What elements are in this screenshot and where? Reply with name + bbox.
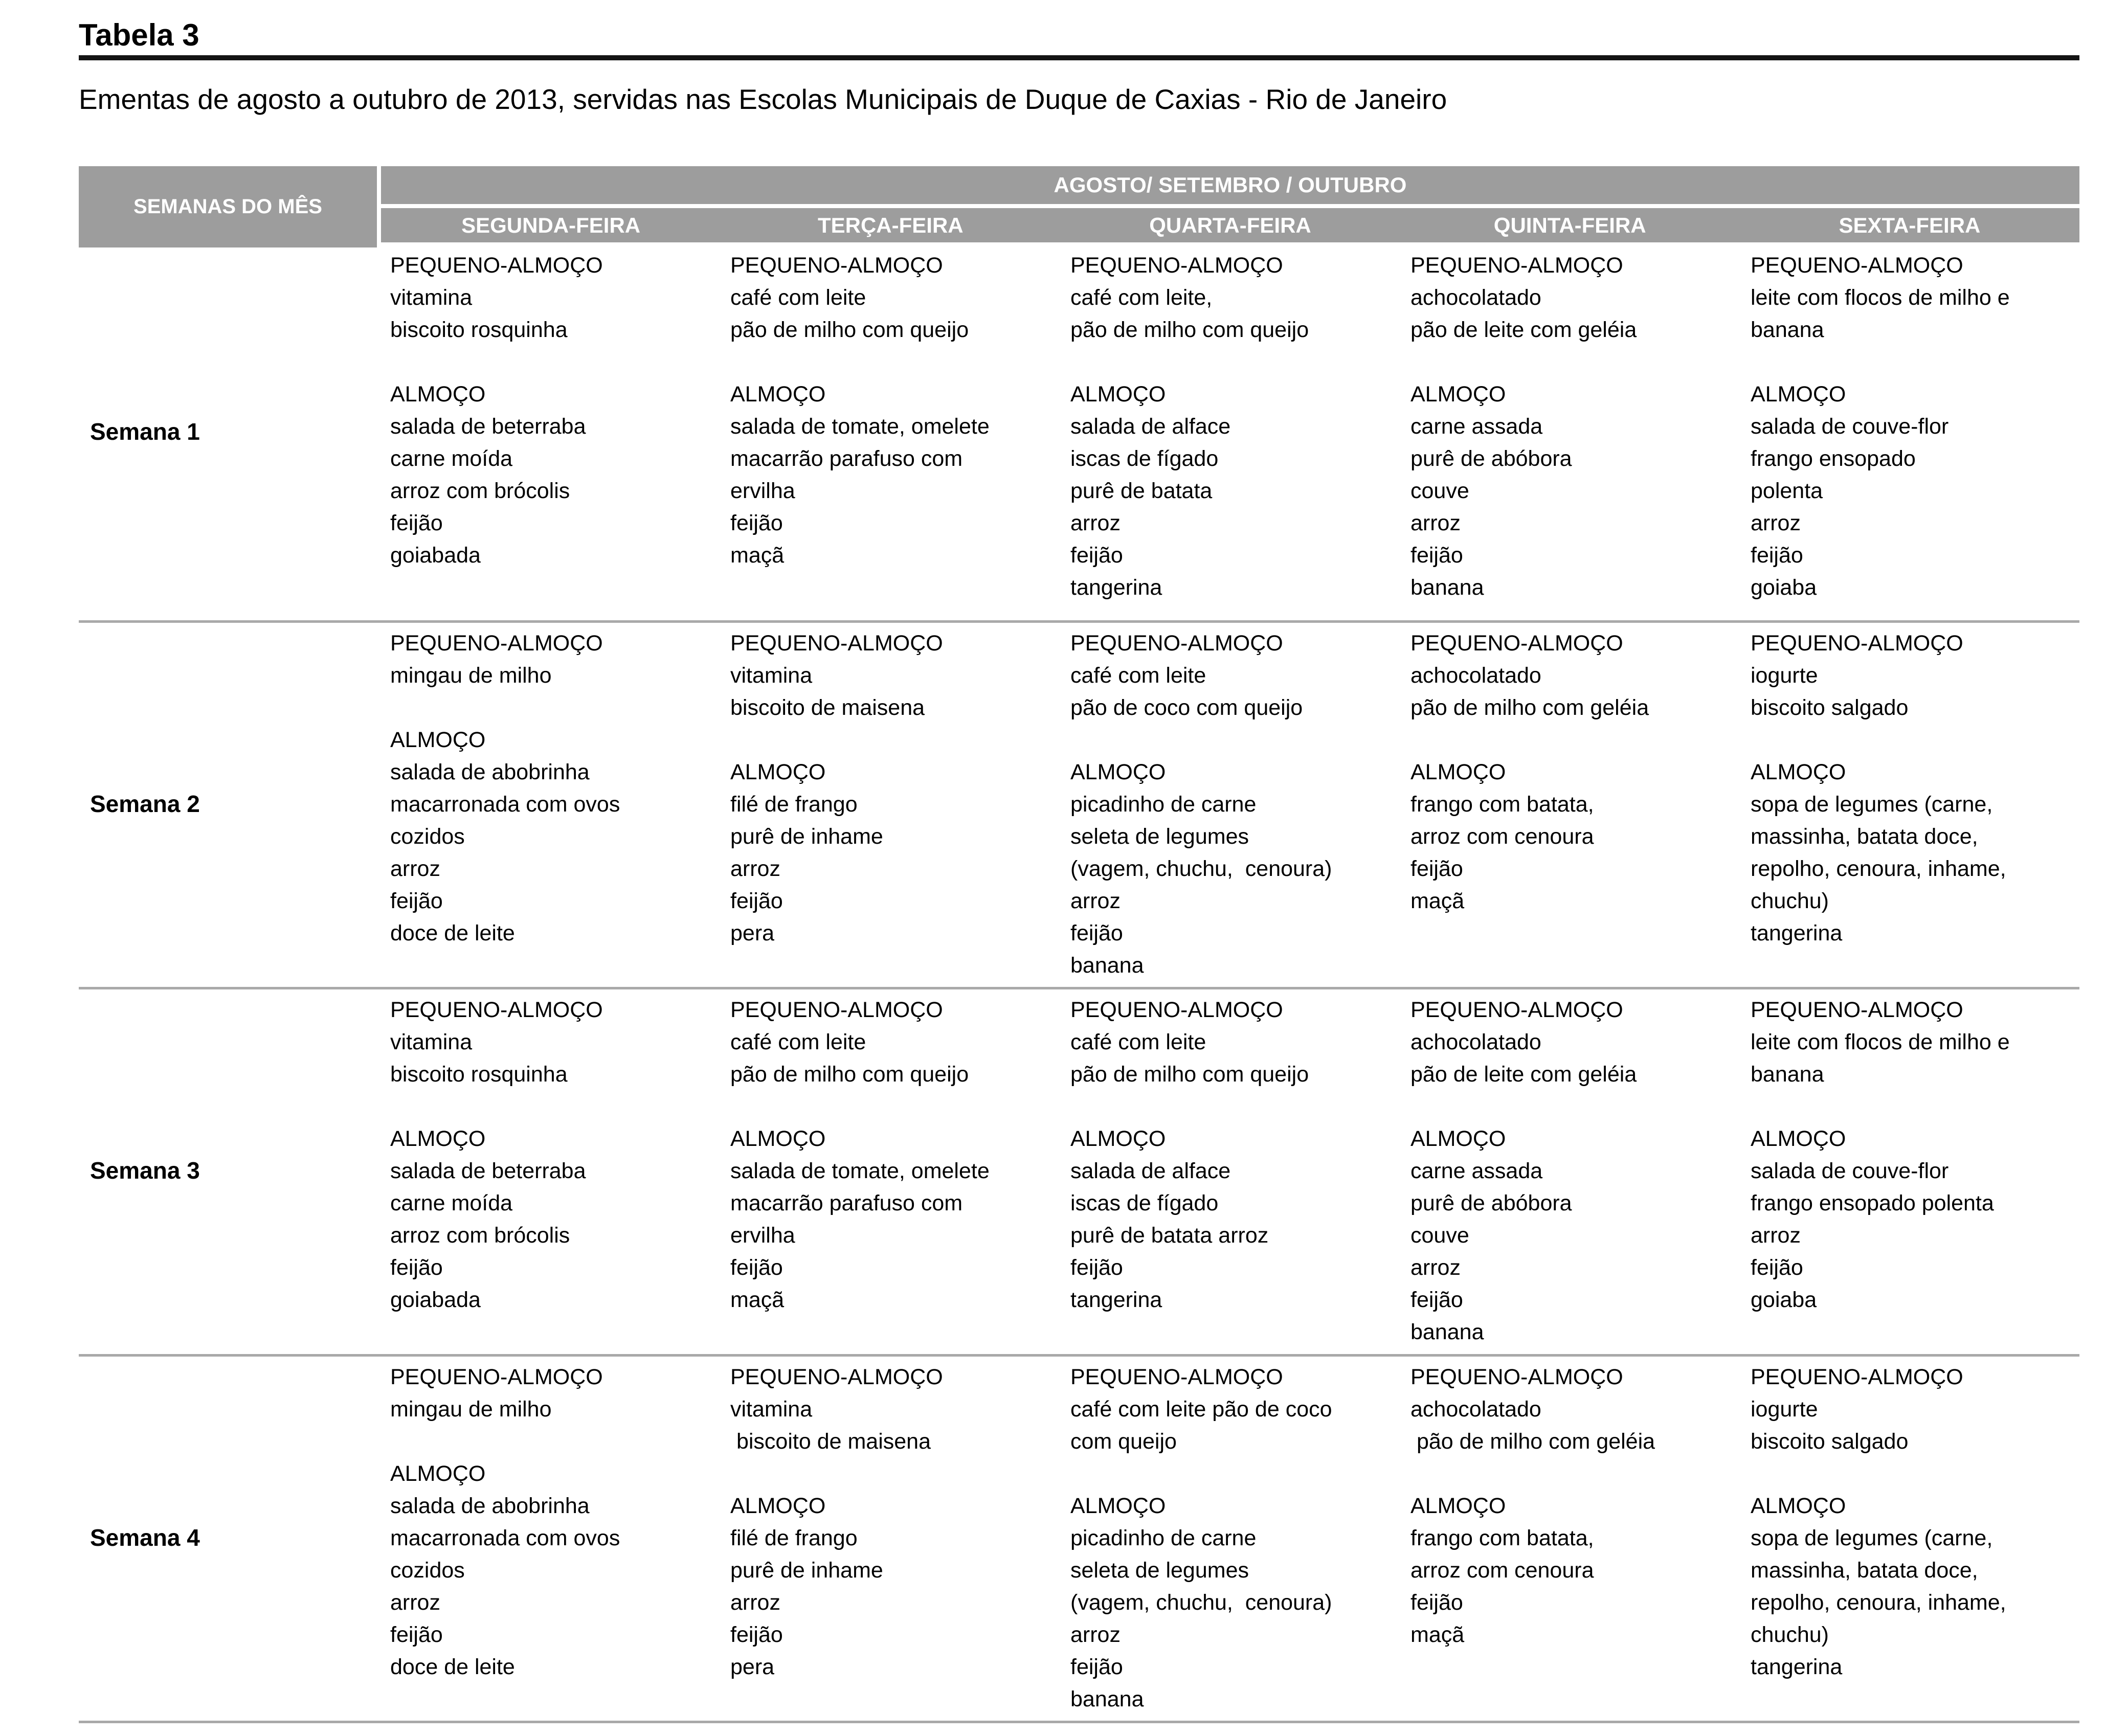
day-header: TERÇA-FEIRA <box>817 213 964 237</box>
week-label: Semana 3 <box>90 1157 200 1184</box>
month-group-header: AGOSTO/ SETEMBRO / OUTUBRO <box>381 166 2079 204</box>
menu-line: maçã <box>730 1288 785 1312</box>
menu-line: ervilha <box>730 479 795 503</box>
menu-line: arroz <box>730 1590 780 1615</box>
menu-line <box>390 346 714 378</box>
week-row <box>79 620 2079 987</box>
day-header: QUARTA-FEIRA <box>1149 213 1311 237</box>
menu-line: carne moída <box>390 1191 513 1215</box>
menu-line: arroz <box>1410 511 1461 535</box>
menu-line: salada de tomate, omelete <box>730 414 990 439</box>
menu-cell <box>1057 987 1397 1354</box>
menu-line: salada de alface <box>1070 1159 1231 1183</box>
menu-line: macarrão parafuso com <box>730 446 963 471</box>
menu-line: ALMOÇO <box>1070 1494 1166 1518</box>
menu-line: ervilha <box>730 1223 795 1248</box>
menu-line <box>1070 1458 1394 1490</box>
menu-line: ALMOÇO <box>1070 1126 1166 1151</box>
menu-line: café com leite <box>1070 1030 1206 1054</box>
menu-line: pão de milho com queijo <box>1070 1062 1309 1087</box>
menu-line: couve <box>1410 479 1469 503</box>
menu-line: feijão <box>1070 1655 1123 1679</box>
menu-line: arroz <box>730 856 780 881</box>
menu-line: ALMOÇO <box>390 382 486 407</box>
day-header-row <box>381 208 2079 242</box>
menu-line: frango com batata, <box>1410 1526 1594 1550</box>
menu-line: PEQUENO-ALMOÇO <box>1070 998 1283 1022</box>
menu-cell <box>717 242 1057 620</box>
menu-cell <box>1397 987 1737 1354</box>
menu-line: iscas de fígado <box>1070 446 1219 471</box>
menu-line: couve <box>1410 1223 1469 1248</box>
menu-line: ALMOÇO <box>730 760 826 784</box>
row-separator <box>79 1354 2079 1357</box>
menu-line: café com leite, <box>1070 285 1213 310</box>
menu-line <box>730 1458 1054 1490</box>
menu-line: arroz <box>1751 511 1801 535</box>
menu-cell <box>1397 620 1737 987</box>
menu-cell <box>377 987 717 1354</box>
menu-line: salada de beterraba <box>390 1159 586 1183</box>
menu-line: PEQUENO-ALMOÇO <box>1070 253 1283 278</box>
menu-cell <box>717 1354 1057 1721</box>
menu-line: maçã <box>730 543 785 568</box>
menu-line: mingau de milho <box>390 1397 552 1422</box>
menu-line: pão de milho com geléia <box>1410 695 1649 720</box>
menu-line: feijão <box>390 1622 443 1647</box>
menu-cell <box>1057 1354 1397 1721</box>
menu-line <box>730 724 1054 756</box>
menu-line <box>1751 1091 2074 1123</box>
menu-cell <box>1057 242 1397 620</box>
menu-cell <box>1737 242 2077 620</box>
menu-line: banana <box>1751 318 1824 342</box>
menu-cell <box>717 987 1057 1354</box>
menu-line: pão de milho com queijo <box>730 1062 969 1087</box>
menu-line: purê de batata <box>1070 479 1213 503</box>
menu-line: ALMOÇO <box>390 1461 486 1486</box>
menu-line: ALMOÇO <box>390 728 486 752</box>
menu-line: (vagem, chuchu, cenoura) <box>1070 856 1332 881</box>
menu-line: salada de alface <box>1070 414 1231 439</box>
menu-cell <box>377 620 717 987</box>
menu-line: tangerina <box>1070 575 1162 600</box>
menu-line: filé de frango <box>730 1526 858 1550</box>
menu-line: vitamina <box>730 1397 813 1422</box>
menu-line: sopa de legumes (carne, <box>1751 1526 1993 1550</box>
menu-line <box>730 346 1054 378</box>
menu-line: banana <box>1410 1320 1484 1344</box>
menu-line: achocolatado <box>1410 1397 1541 1422</box>
menu-line: ALMOÇO <box>1751 760 1846 784</box>
menu-line: PEQUENO-ALMOÇO <box>1751 253 1963 278</box>
row-separator <box>79 620 2079 623</box>
menu-line: seleta de legumes <box>1070 1558 1249 1583</box>
menu-line: PEQUENO-ALMOÇO <box>730 631 943 656</box>
menu-line: vitamina <box>730 663 813 688</box>
week-label: Semana 2 <box>90 790 200 817</box>
menu-line: achocolatado <box>1410 663 1541 688</box>
menu-line: café com leite <box>730 1030 866 1054</box>
menu-cell <box>1397 1354 1737 1721</box>
menu-line: feijão <box>1070 1255 1123 1280</box>
menu-line: massinha, batata doce, <box>1751 1558 1978 1583</box>
menu-line: ALMOÇO <box>1751 1126 1846 1151</box>
menu-line: PEQUENO-ALMOÇO <box>1410 1365 1623 1389</box>
menu-line: pão de milho com geléia <box>1410 1429 1655 1454</box>
menu-line <box>390 1426 714 1458</box>
menu-line: arroz <box>1751 1223 1801 1248</box>
menu-line: PEQUENO-ALMOÇO <box>1070 631 1283 656</box>
menu-line: ALMOÇO <box>1410 1126 1506 1151</box>
menu-line: café com leite <box>730 285 866 310</box>
menu-line: arroz <box>1070 889 1121 913</box>
menu-line: pão de coco com queijo <box>1070 695 1303 720</box>
menu-line: achocolatado <box>1410 1030 1541 1054</box>
menu-line: carne assada <box>1410 1159 1543 1183</box>
menu-line: banana <box>1070 1687 1144 1711</box>
menu-line: feijão <box>390 511 443 535</box>
menu-line: pera <box>730 1655 775 1679</box>
menu-line <box>1070 1091 1394 1123</box>
menu-line: iogurte <box>1751 1397 1818 1422</box>
menu-line: PEQUENO-ALMOÇO <box>730 998 943 1022</box>
menu-line: ALMOÇO <box>1410 382 1506 407</box>
menu-line: salada de abobrinha <box>390 1494 590 1518</box>
menu-line: banana <box>1751 1062 1824 1087</box>
menu-line: maçã <box>1410 889 1465 913</box>
menu-line: tangerina <box>1070 1288 1162 1312</box>
menu-line: banana <box>1410 575 1484 600</box>
menu-line: arroz <box>1070 511 1121 535</box>
menu-line: ALMOÇO <box>1070 382 1166 407</box>
title-rule <box>79 55 2079 60</box>
menu-line: goiabada <box>390 543 481 568</box>
menu-cell <box>1737 1354 2077 1721</box>
day-header: SEXTA-FEIRA <box>1839 213 1981 237</box>
week-label: Semana 1 <box>90 418 200 445</box>
menu-line: tangerina <box>1751 1655 1843 1679</box>
menu-line: arroz <box>390 1590 440 1615</box>
menu-line: macarrão parafuso com <box>730 1191 963 1215</box>
menu-line <box>1070 346 1394 378</box>
menu-line <box>1410 1091 1734 1123</box>
menu-line: pão de milho com queijo <box>730 318 969 342</box>
menu-line: biscoito salgado <box>1751 695 1909 720</box>
menu-line: doce de leite <box>390 1655 515 1679</box>
menu-line: goiaba <box>1751 1288 1817 1312</box>
day-header: SEGUNDA-FEIRA <box>461 213 641 237</box>
menu-line: biscoito rosquinha <box>390 318 568 342</box>
menu-line: feijão <box>1410 856 1463 881</box>
menu-line: pera <box>730 921 775 945</box>
menu-line: ALMOÇO <box>1410 1494 1506 1518</box>
menu-line: PEQUENO-ALMOÇO <box>1410 631 1623 656</box>
menu-line: arroz com brócolis <box>390 479 570 503</box>
menu-line: PEQUENO-ALMOÇO <box>1070 1365 1283 1389</box>
menu-line: carne assada <box>1410 414 1543 439</box>
menu-line: PEQUENO-ALMOÇO <box>390 1365 603 1389</box>
menu-line: PEQUENO-ALMOÇO <box>730 1365 943 1389</box>
menu-line: pão de leite com geléia <box>1410 318 1637 342</box>
menu-line: mingau de milho <box>390 663 552 688</box>
menu-cell <box>717 620 1057 987</box>
menu-line: feijão <box>730 1622 783 1647</box>
menu-line: feijão <box>730 889 783 913</box>
menu-line: café com leite pão de coco <box>1070 1397 1332 1422</box>
menu-line: PEQUENO-ALMOÇO <box>1751 631 1963 656</box>
menu-line: salada de couve-flor <box>1751 414 1949 439</box>
menu-line: PEQUENO-ALMOÇO <box>1751 998 1963 1022</box>
menu-line: PEQUENO-ALMOÇO <box>1751 1365 1963 1389</box>
menu-line: tangerina <box>1751 921 1843 945</box>
menu-line: banana <box>1070 953 1144 978</box>
menu-line: PEQUENO-ALMOÇO <box>390 631 603 656</box>
menu-line: repolho, cenoura, inhame, <box>1751 1590 2006 1615</box>
menu-line: massinha, batata doce, <box>1751 824 1978 849</box>
menu-line: biscoito de maisena <box>730 1429 931 1454</box>
menu-line: cozidos <box>390 1558 465 1583</box>
menu-line: PEQUENO-ALMOÇO <box>1410 998 1623 1022</box>
day-header: QUINTA-FEIRA <box>1493 213 1646 237</box>
menu-line <box>390 1091 714 1123</box>
menu-line: feijão <box>1070 921 1123 945</box>
menu-line <box>1410 724 1734 756</box>
menu-cell <box>1737 987 2077 1354</box>
menu-line: goiaba <box>1751 575 1817 600</box>
menu-line: maçã <box>1410 1622 1465 1647</box>
menu-line: ALMOÇO <box>1070 760 1166 784</box>
menu-line: salada de abobrinha <box>390 760 590 784</box>
menu-line: cozidos <box>390 824 465 849</box>
menu-line: polenta <box>1751 479 1823 503</box>
menu-line: feijão <box>390 889 443 913</box>
menu-line: iscas de fígado <box>1070 1191 1219 1215</box>
menu-line: PEQUENO-ALMOÇO <box>390 253 603 278</box>
menu-line: picadinho de carne <box>1070 792 1257 817</box>
menu-line: chuchu) <box>1751 889 1829 913</box>
menu-line <box>1410 1458 1734 1490</box>
menu-line: iogurte <box>1751 663 1818 688</box>
table-subtitle: Ementas de agosto a outubro de 2013, servidas nas Escolas Municipais de Duque de Caxias - Rio de Janeiro <box>79 83 1447 115</box>
menu-line <box>730 1091 1054 1123</box>
menu-line: feijão <box>1410 1288 1463 1312</box>
menu-line: arroz com cenoura <box>1410 1558 1594 1583</box>
menu-line: carne moída <box>390 446 513 471</box>
menu-line: leite com flocos de milho e <box>1751 1030 2010 1054</box>
menu-line <box>1410 346 1734 378</box>
menu-line: biscoito de maisena <box>730 695 925 720</box>
week-row <box>79 242 2079 620</box>
menu-line: macarronada com ovos <box>390 792 620 817</box>
menu-line: purê de abóbora <box>1410 1191 1572 1215</box>
menu-line: feijão <box>1751 1255 1803 1280</box>
menu-line: (vagem, chuchu, cenoura) <box>1070 1590 1332 1615</box>
menu-line: frango ensopado <box>1751 446 1916 471</box>
menu-line: PEQUENO-ALMOÇO <box>1410 253 1623 278</box>
menu-line: frango ensopado polenta <box>1751 1191 1994 1215</box>
table-title: Tabela 3 <box>79 18 199 52</box>
week-row <box>79 1354 2079 1721</box>
menu-line: purê de batata arroz <box>1070 1223 1269 1248</box>
menu-line: purê de abóbora <box>1410 446 1572 471</box>
menu-line: ALMOÇO <box>730 1126 826 1151</box>
menu-line: feijão <box>1410 543 1463 568</box>
menu-line: ALMOÇO <box>1751 1494 1846 1518</box>
menu-line: pão de leite com geléia <box>1410 1062 1637 1087</box>
menu-line: PEQUENO-ALMOÇO <box>730 253 943 278</box>
menu-line: ALMOÇO <box>1410 760 1506 784</box>
menu-cell <box>377 242 717 620</box>
menu-cell <box>1737 620 2077 987</box>
menu-line: filé de frango <box>730 792 858 817</box>
menu-line: feijão <box>390 1255 443 1280</box>
menu-line: salada de tomate, omelete <box>730 1159 990 1183</box>
menu-line: feijão <box>730 1255 783 1280</box>
menu-line: chuchu) <box>1751 1622 1829 1647</box>
menu-line: biscoito rosquinha <box>390 1062 568 1087</box>
menu-line: salada de couve-flor <box>1751 1159 1949 1183</box>
menu-line <box>1751 724 2074 756</box>
menu-line: ALMOÇO <box>730 382 826 407</box>
menu-line: vitamina <box>390 285 473 310</box>
menu-line: feijão <box>1410 1590 1463 1615</box>
menu-line: arroz <box>1070 1622 1121 1647</box>
menu-cell <box>1397 242 1737 620</box>
menu-line: ALMOÇO <box>730 1494 826 1518</box>
menu-line: pão de milho com queijo <box>1070 318 1309 342</box>
menu-line <box>1070 724 1394 756</box>
week-label: Semana 4 <box>90 1524 200 1551</box>
menu-line: seleta de legumes <box>1070 824 1249 849</box>
menu-line: feijão <box>1751 543 1803 568</box>
menu-line: goiabada <box>390 1288 481 1312</box>
menu-line: picadinho de carne <box>1070 1526 1257 1550</box>
menu-line: PEQUENO-ALMOÇO <box>390 998 603 1022</box>
menu-line <box>1751 346 2074 378</box>
menu-cell <box>1057 620 1397 987</box>
menu-line <box>390 692 714 724</box>
menu-line: com queijo <box>1070 1429 1177 1454</box>
menu-line: ALMOÇO <box>1751 382 1846 407</box>
menu-line: feijão <box>1070 543 1123 568</box>
menu-line: repolho, cenoura, inhame, <box>1751 856 2006 881</box>
menu-line: salada de beterraba <box>390 414 586 439</box>
menu-line: biscoito salgado <box>1751 1429 1909 1454</box>
menu-line: leite com flocos de milho e <box>1751 285 2010 310</box>
menu-line: arroz <box>390 856 440 881</box>
menu-line: purê de inhame <box>730 1558 883 1583</box>
row-separator <box>79 987 2079 989</box>
row-separator <box>79 1721 2079 1723</box>
menu-line: arroz com cenoura <box>1410 824 1594 849</box>
corner-header-semanas-do-mes: SEMANAS DO MÊS <box>79 166 377 247</box>
menu-line: café com leite <box>1070 663 1206 688</box>
menu-line: frango com batata, <box>1410 792 1594 817</box>
menu-line: arroz com brócolis <box>390 1223 570 1248</box>
menu-line: sopa de legumes (carne, <box>1751 792 1993 817</box>
menu-line: arroz <box>1410 1255 1461 1280</box>
menu-line <box>1751 1458 2074 1490</box>
menu-line: feijão <box>730 511 783 535</box>
menu-line: doce de leite <box>390 921 515 945</box>
menu-cell <box>377 1354 717 1721</box>
menu-line: ALMOÇO <box>390 1126 486 1151</box>
menu-line: macarronada com ovos <box>390 1526 620 1550</box>
menu-line: achocolatado <box>1410 285 1541 310</box>
menu-line: purê de inhame <box>730 824 883 849</box>
menu-line: vitamina <box>390 1030 473 1054</box>
week-row <box>79 987 2079 1354</box>
